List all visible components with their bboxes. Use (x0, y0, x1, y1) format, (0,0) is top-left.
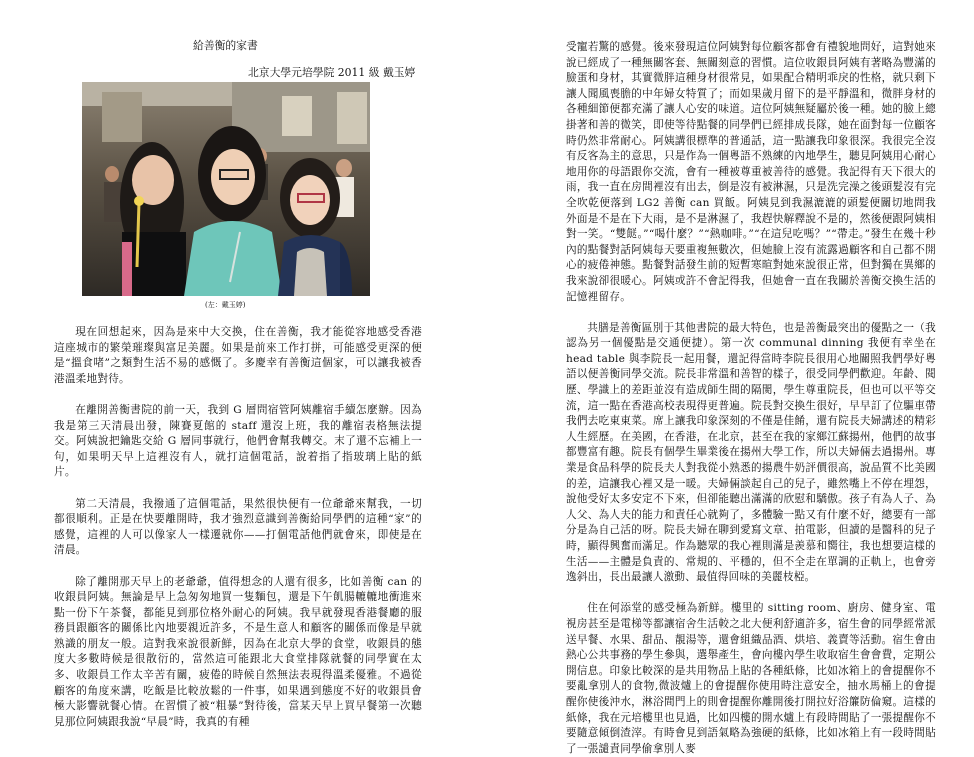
group-photo (82, 82, 370, 296)
right-column-body (566, 40, 936, 757)
left-paragraph: 第二天清晨，我撥通了這個電話，果然很快便有一位爺爺來幫我，一切都很順利。正是在快要離開時，我才強烈意識到善衡給同學們的這種“家”的感覺，這裡的人可以像家人一樣遷就你——打個電話他們就會來，即使是在清晨。 (54, 497, 422, 557)
photo-caption: (左：戴玉婷) (205, 301, 246, 309)
left-paragraph: 現在回想起來，因為是來中大交換，住在善衡，我才能從容地感受香港這座城市的繁榮璀璨與富足美麗。如果是前來工作打拼，可能感受更深的便是“搵食啫”之類對生活不易的感慨了。多慶幸有善衡這個家，可以讓我被香港溫柔地對待。 (54, 326, 422, 385)
left-paragraph: 在離開善衡書院的前一天，我到 G 層問宿管阿姨離宿手續怎麼辦。因為我是第三天清晨出發，陳賽夏館的 staff 還沒上班，我的離宿表格無法提交。阿姨說把鑰匙交給 G 層同事就行，他們會幫我轉交。末了還不忘補上一句，如果明天早上這裡沒有人，就打這個電話，說着指了指玻璃上貼的紙片。 (54, 403, 422, 479)
left-paragraph: 除了離開那天早上的老爺爺，值得想念的人還有很多，比如善衡 can 的收銀員阿姨。無論是早上急匆匆地買一隻麵包，還是下午飢腸轆轆地衝進來點一份下午茶餐，都能見到那位格外耐心的阿姨。我早就發現香港餐廳的服務員跟顧客的關係比內地要親近許多，不是生意人和顧客的關係而像是早就熟識的朋友一般。這對我來說很新鮮，因為在北京大學的食堂，收銀員的態度大多數時候是很散衍的，當然這可能跟北大食堂排隊就餐的同學實在太多、收銀員工作太辛苦有關，疲倦的時候自然無法表現得溫柔優雅。不過從顧客的角度來講，吃飯是比較放鬆的一件事，如果遇到態度不好的收銀員會極大影響就餐心情。在習慣了被“粗暴”對待後，當某天早上買早餐第一次聽見那位阿姨跟我說“早晨”時，我真的有種 (54, 575, 422, 728)
group-photo-illustration (82, 82, 370, 296)
right-paragraph: 共膳是善衡區別于其他書院的最大特色，也是善衡最突出的優點之一（我認為另一個優點是交通便捷）。第一次 communal dinning 我便有幸坐在 head table 與李院長一起用餐，還記得當時李院長很用心地關照我們學好粵語以便善衡同學交流。院長非常溫和善智的樣子，很受同學們歡迎。年齡、閱歷、學識上的差距並沒有造成師生間的隔閡，學生尊重院長，但也可以平等交流，這一點在香港高校表現得更普遍。院長對交換生很好，早早訂了位驅車帶我們去吃東東菜。席上讓我印象深刻的不僅是佳餚，還有院長夫婦講述的精彩人生經歷。在美國，在香港，在北京，甚至在我的家鄉江蘇揚州，他們的故事都豐富有趣。院長有個學生畢業後在揚州大學工作，所以夫婦倆去過揚州。專業是食品科學的院長夫人對我從小熟悉的揚農牛奶評價很高，說品質不比美國的差，這讓我心裡又是一暖。夫婦倆談起自己的兒子，雖然嘴上不停在埋怨，說他受好太多安定不下來，但卻能聽出滿滿的欣慰和驕傲。孩子有為人子、為人父、為人夫的能力和責任心就夠了，多體驗一點又有什麼不好，總要有一部分是為自己活的呀。院長夫婦在聊到愛寫文章、拍電影，但讀的是醫科的兒子時，顯得興奮而滿足。作為聽眾的我心裡則滿是羨慕和嚮往，我也想要這樣的生活——主體是負責的、常規的、平穩的，但不全走在單調的正軌上，也會旁逸斜出，長出最讓人激動、最值得回味的美麗枝椏。 (566, 321, 936, 584)
article-title: 給善衡的家書 (193, 39, 258, 52)
right-paragraph: 受寵若驚的感覺。後來發現這位阿姨對每位顧客都會有禮貌地問好，這對她來說已經成了一種無關客套、無關刻意的習慣。這位收銀員阿姨有著略為豐滿的臉蛋和身材，其實微胖這種身材很常見，如果配合精明乖戾的性格，就只剩下讓人聞風喪膽的中年婦女特質了；而如果歲月留下的是平靜溫和，微胖身材的各種細節便都充滿了讓人心安的味道。這位阿姨無疑屬於後一種。她的臉上總掛著和善的微笑，即使等待點餐的同學們已經排成長隊，她在面對每一位顧客時仍然非常耐心。阿姨講很標準的普通話，這一點讓我印象很深。我很完全沒有反客為主的意思，只是作為一個粵語不熟練的內地學生，聽見阿姨用心耐心地用你的母語跟你交流，會有一種被尊重被善待的感覺。我記得有天下很大的雨，我一直在房間裡沒有出去，倒是沒有被淋濕，只是洗完澡之後頭髮沒有完全吹乾便落到 LG2 善衡 can 買飯。阿姨見到我濕漉漉的頭髮便關切地問我外面是不是在下大雨，是不是淋濕了，我趕快解釋說不是的，然後便跟阿姨相對一笑。“雙餸。”“喝什麼？”“熱咖啡。”“在這兒吃嗎？”“帶走。”發生在幾十秒內的點餐對話阿姨每天要重複無數次，但她臉上沒有流露過顧客和自己都不開心的疲倦神態。點餐對話發生前的短暫寒暄對她來說很正常，但對獨在異鄉的我來說卻很暖心。阿姨或許不會記得我，但她會一直在我關於善衡交換生活的記憶裡留存。 (566, 41, 936, 303)
author-byline: 北京大學元培學院 2011 級 戴玉婷 (248, 66, 416, 79)
right-paragraph: 住在何添堂的感受極為新鮮。樓里的 sitting room、廚房、健身室、電視房甚至是電梯等都讓宿舍生活較之北大便利舒適許多，宿生會的同學經常派送早餐、水果、甜品、靚湯等，還會組織品酒、烘培、義賣等活動。宿生會由熱心公共事務的學生參與，選舉產生，會向樓內學生收取宿生會會費，定期公開信息。印象比較深的是共用物品上貼的各種紙條，比如冰箱上的會提醒你不要亂拿別人的食物,微波爐上的會提醒你使用時注意安全，抽水馬桶上的會提醒你使後沖水，淋浴間門上的則會提醒你離開後打開拉好浴簾防倫窺。這樣的紙條，我在元培樓里也見過，比如四樓的開水爐上有段時間貼了一張提醒你不要隨意傾倒渣滓。有時會見到語氣略為強硬的紙條，比如冰箱上有一段時間貼了一張譴責同學偷拿別人麥 (566, 602, 936, 755)
left-column-body (54, 325, 422, 730)
